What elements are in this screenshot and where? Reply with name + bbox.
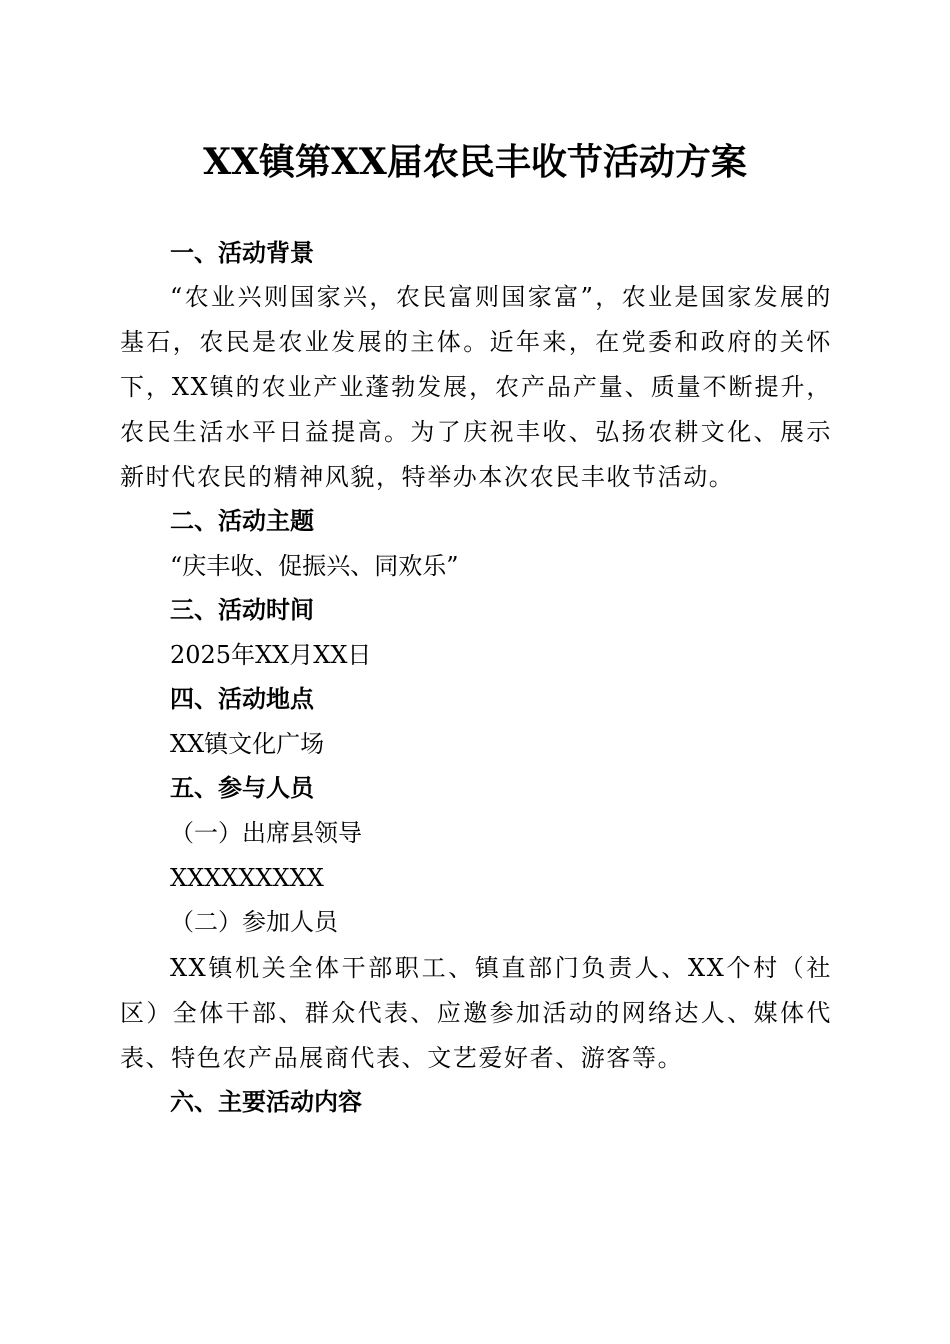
subheading-attendees: （二）参加人员 <box>170 908 338 936</box>
heading-theme: 二、活动主题 <box>170 507 314 535</box>
heading-activities: 六、主要活动内容 <box>170 1088 362 1116</box>
heading-time: 三、活动时间 <box>170 596 314 624</box>
heading-place: 四、活动地点 <box>170 685 314 713</box>
text-leaders: XXXXXXXXX <box>170 864 324 892</box>
heading-participants: 五、参与人员 <box>170 774 314 802</box>
text-place: XX镇文化广场 <box>170 730 325 758</box>
text-theme: “庆丰收、促振兴、同欢乐” <box>170 552 459 580</box>
subheading-leaders: （一）出席县领导 <box>170 819 362 847</box>
paragraph-background: “农业兴则国家兴，农民富则国家富”，农业是国家发展的基石，农民是农业发展的主体。近年来，在党委和政府的关怀下，XX镇的农业产业蓬勃发展，农产品产量、质量不断提升，农民生活水平日益提高。为了庆祝丰收、弘扬农耕文化、展示新时代农民的精神风貌，特举办本次农民丰收节活动。 <box>120 283 832 491</box>
heading-background: 一、活动背景 <box>170 239 314 267</box>
document-title: XX镇第XX届农民丰收节活动方案 <box>203 141 747 183</box>
text-time: 2025年XX月XX日 <box>170 641 372 669</box>
paragraph-attendees: XX镇机关全体干部职工、镇直部门负责人、XX个村（社区）全体干部、群众代表、应邀参加活动的网络达人、媒体代表、特色农产品展商代表、文艺爱好者、游客等。 <box>120 954 832 1072</box>
